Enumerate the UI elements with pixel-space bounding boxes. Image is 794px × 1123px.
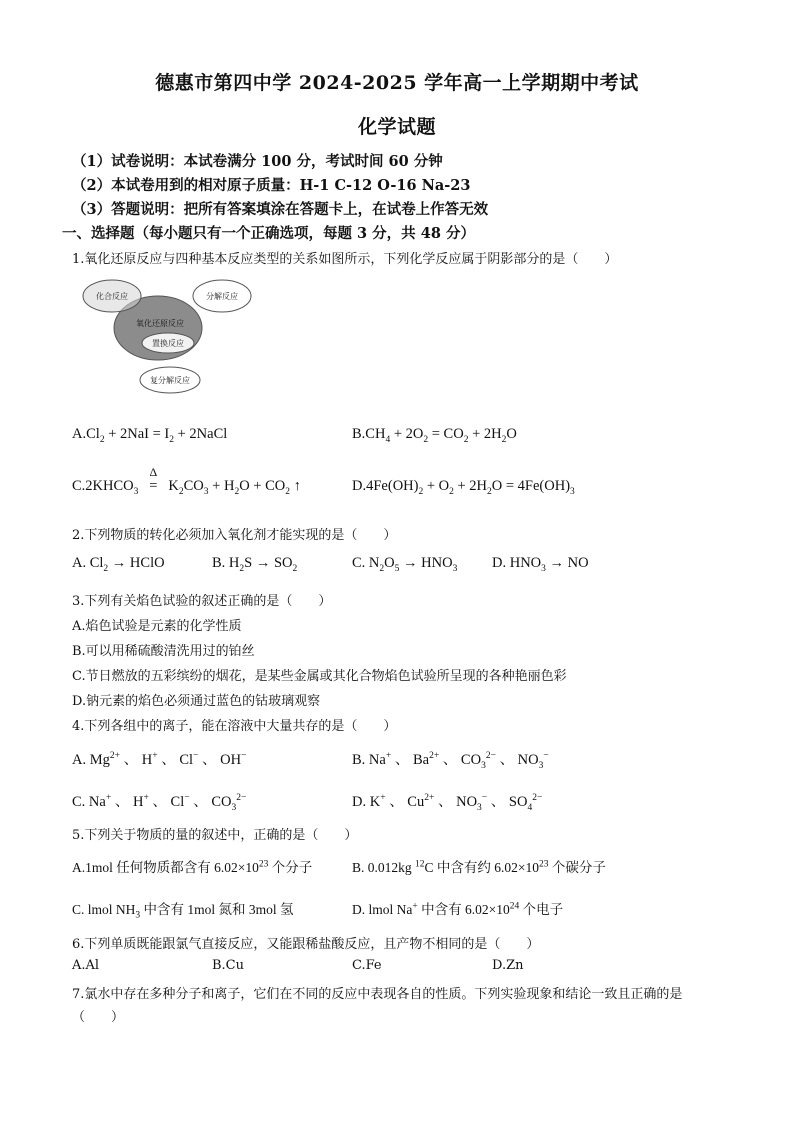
q1-option-b: $B.CH_4 + 2O_2 = CO_2 + 2H_2O$: [352, 426, 517, 445]
q6-option-b: B.Cu: [212, 958, 245, 973]
q5-option-d: D. lmol Na+ 中含有 $6.02\times 10^{24}$ 个电子: [352, 901, 564, 917]
q6-option-a: A.Al: [72, 958, 100, 973]
question-3-stem: 3.下列有关焰色试验的叙述正确的是（ ）: [72, 594, 332, 609]
note-1: （1）试卷说明：本试卷满分 100 分，考试时间 60 分钟: [72, 153, 443, 170]
q1-option-c: $C.2KHCO_3$ Δ = $K_2CO_3 + H_2O + CO_2$ ↑: [72, 465, 301, 497]
q3-option-a: A.焰色试验是元素的化学性质: [72, 619, 242, 634]
section-heading: 一、选择题（每小题只有一个正确选项，每题 3 分，共 48 分）: [62, 225, 475, 242]
q2-option-d: D. $HNO_3$ → NO: [492, 555, 589, 574]
q1-option-d-label: D.: [352, 478, 367, 494]
q2-option-c: C. $N_2O_5 \to HNO_3$: [352, 555, 458, 574]
question-7-stem-tail: （ ）: [72, 1010, 125, 1025]
q1-option-a-label: A.: [72, 426, 87, 442]
q1-option-d: $D.4Fe(OH)_2 + O_2 + 2H_2O = 4Fe(OH)_3$: [352, 478, 575, 497]
q2-option-b: B. $H_2S \to SO_2$: [212, 555, 298, 574]
q4-option-c: C. Na+ 、 H+ 、 Cl− 、 $CO_3^{2-}$: [72, 793, 247, 813]
q5-option-a: A.1mol 任何物质都含有 $6.02\times 10^{23}$ 个分子: [72, 859, 313, 875]
page-subtitle: 化学试题: [357, 116, 436, 138]
displacement-label: 置换反应: [152, 339, 184, 348]
q1-option-a: $A.Cl_2 + 2NaI = I_2$ + 2NaCl: [72, 426, 228, 445]
q5-option-b: B. 0.012kg $^{12}$C 中含有约 $6.02\times 10^{23}$ 个碳分子: [352, 859, 606, 875]
q3-option-c: C.节日燃放的五彩缤纷的烟花，是某些金属或其化合物焰色试验所呈现的各种艳丽色彩: [72, 669, 567, 684]
question-5-stem: 5.下列关于物质的量的叙述中，正确的是（ ）: [72, 828, 358, 843]
page-title: 德惠市第四中学 2024-2025 学年高一上学期期中考试: [155, 72, 639, 94]
question-2-stem: 2.下列物质的转化必须加入氧化剂才能实现的是（ ）: [72, 528, 397, 543]
q4-option-a: A. $Mg^{2+}$ 、 H+ 、 Cl− 、 OH−: [72, 751, 247, 768]
q3-option-d: D.钠元素的焰色必须通过蓝色的钴玻璃观察: [72, 694, 321, 709]
reaction-type-diagram: [82, 278, 262, 394]
q3-option-b: B.可以用稀硫酸清洗用过的铂丝: [72, 644, 255, 659]
double-decomposition-label: 复分解反应: [150, 376, 190, 385]
redox-label: 氧化还原反应: [136, 319, 184, 328]
q1-option-c-label: C.: [72, 478, 86, 494]
note-2: （2）本试卷用到的相对原子质量：H-1 C-12 O-16 Na-23: [72, 177, 471, 194]
q2-option-a: A. $Cl_2$ → HClO: [72, 555, 165, 574]
q6-option-d: D.Zn: [492, 958, 524, 973]
note-3: （3）答题说明：把所有答案填涂在答题卡上，在试卷上作答无效: [72, 201, 489, 218]
combination-label: 化合反应: [96, 292, 128, 301]
q5-option-c: C. lmol $NH_3$ 中含有 1mol 氮和 3mol 氢: [72, 902, 294, 921]
question-6-stem: 6.下列单质既能跟氯气直接反应，又能跟稀盐酸反应，且产物不相同的是（ ）: [72, 937, 540, 952]
question-1-stem: 1.氧化还原反应与四种基本反应类型的关系如图所示，下列化学反应属于阴影部分的是（ ）: [72, 252, 618, 267]
question-4-stem: 4.下列各组中的离子，能在溶液中大量共存的是（ ）: [72, 719, 397, 734]
q4-option-b: B. Na+ 、 $Ba^{2+}$ 、 $CO_3^{2-}$ 、 $NO_3^-$: [352, 751, 549, 771]
q1-option-b-label: B.: [352, 426, 366, 442]
question-7-stem: 7.氯水中存在多种分子和离子，它们在不同的反应中表现各自的性质。下列实验现象和结论一致且正确的是: [72, 987, 683, 1002]
q4-option-d: D. K+ 、 $Cu^{2+}$ 、 $NO_3^-$ 、 $SO_4^{2-}$: [352, 793, 543, 813]
q6-option-c: C.Fe: [352, 958, 382, 973]
decomposition-label: 分解反应: [206, 292, 238, 301]
